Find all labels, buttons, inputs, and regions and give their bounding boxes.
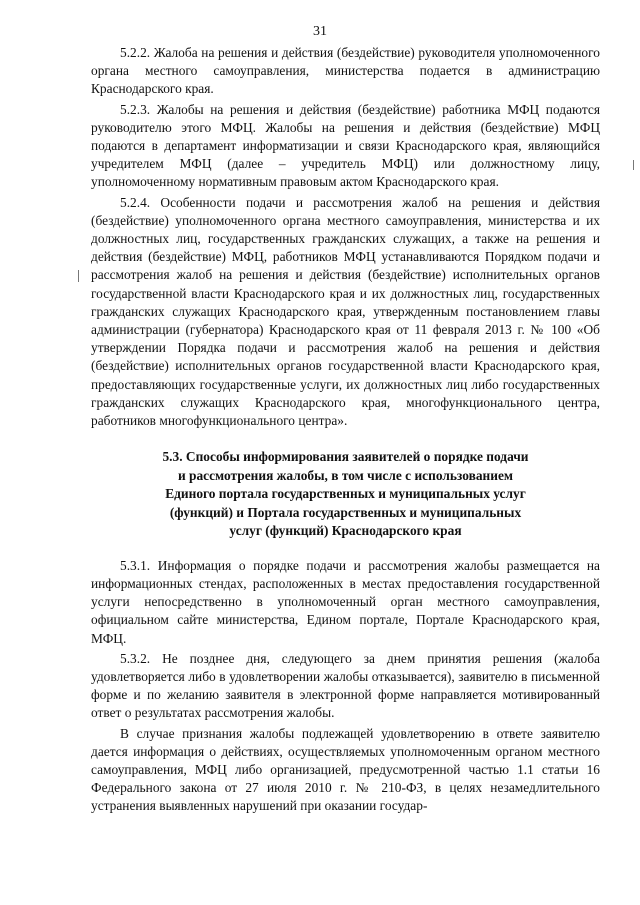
paragraph-5-2-3: 5.2.3. Жалобы на решения и действия (бездействие) работника МФЦ подаются руководителю этого МФЦ. Жалобы на решения и действия (бездействие) МФЦ подаются в департамент информатизации и связи Краснодарского края, являющийся учредителем МФЦ (далее – учредитель МФЦ) или должностному лицу, уполномоченному нормативным правовым актом Краснодарского края.: [91, 101, 600, 190]
paragraph-5-2-4: 5.2.4. Особенности подачи и рассмотрения жалоб на решения и действия (бездействие) уполномоченного органа местного самоуправления, министерства и их должностных лиц, государственных гражданских служащих, а также на решения и действия (бездействие) МФЦ, работников МФЦ устанавливаются Порядком подачи и рассмотрения жалоб на решения и действия (бездействие) исполнительных органов государственной власти Краснодарского края и их должностных лиц, государственных гражданских служащих Краснодарского края, утвержденным постановлением главы администрации (губернатора) Краснодарского края от 11 февраля 2013 г. № 100 «Об утверждении Порядка подачи и рассмотрения жалоб на решения и действия (бездействие) исполнительных органов государственной власти Краснодарского края, предоставляющих государственные услуги, их должностных лиц либо государственных гражданских служащих Краснодарского края, многофункционального центра, работников многофункционального центра».: [91, 194, 600, 429]
paragraph-satisfaction: В случае признания жалобы подлежащей удовлетворению в ответе заявителю дается информация о действиях, осуществляемых уполномоченным органом местного самоуправления, МФЦ либо организацией, предусмотренной частью 1.1 статьи 16 Федерального закона от 27 июля 2010 г. № 210-ФЗ, в целях незамедлительного устранения выявленных нарушений при оказании государ-: [91, 725, 600, 814]
heading-line: (функций) и Портала государственных и муниципальных: [169, 504, 522, 520]
paragraph-5-2-2: 5.2.2. Жалоба на решения и действия (бездействие) руководителя уполномоченного органа местного самоуправления, министерства подается в администрацию Краснодарского края.: [91, 45, 600, 97]
scan-mark: [78, 270, 79, 282]
heading-line: Единого портала государственных и муниципальных услуг: [165, 486, 526, 502]
heading-line: услуг (функций) Краснодарского края: [229, 523, 462, 539]
document-body: [91, 44, 600, 816]
scan-mark: [633, 160, 634, 170]
paragraph-5-3-2: 5.3.2. Не позднее дня, следующего за днем принятия решения (жалоба удовлетворяется либо в удовлетворении жалобы отказывается), заявителю в письменной форме и по желанию заявителя в электронной форме направляется мотивированный ответ о результатах рассмотрения жалобы.: [91, 650, 600, 721]
paragraph-5-3-1: 5.3.1. Информация о порядке подачи и рассмотрения жалобы размещается на информационных стендах, расположенных в местах предоставления государственной услуги непосредственно в уполномоченный орган местного самоуправления, официальном сайте министерства, Едином портале, Портале Краснодарского края, МФЦ.: [91, 557, 600, 646]
heading-line: и рассмотрения жалобы, в том числе с использованием: [177, 467, 514, 483]
heading-line: 5.3. Способы информирования заявителей о порядке подачи: [162, 449, 529, 465]
page-number: 31: [313, 24, 327, 39]
section-heading-5-3: [91, 448, 600, 541]
